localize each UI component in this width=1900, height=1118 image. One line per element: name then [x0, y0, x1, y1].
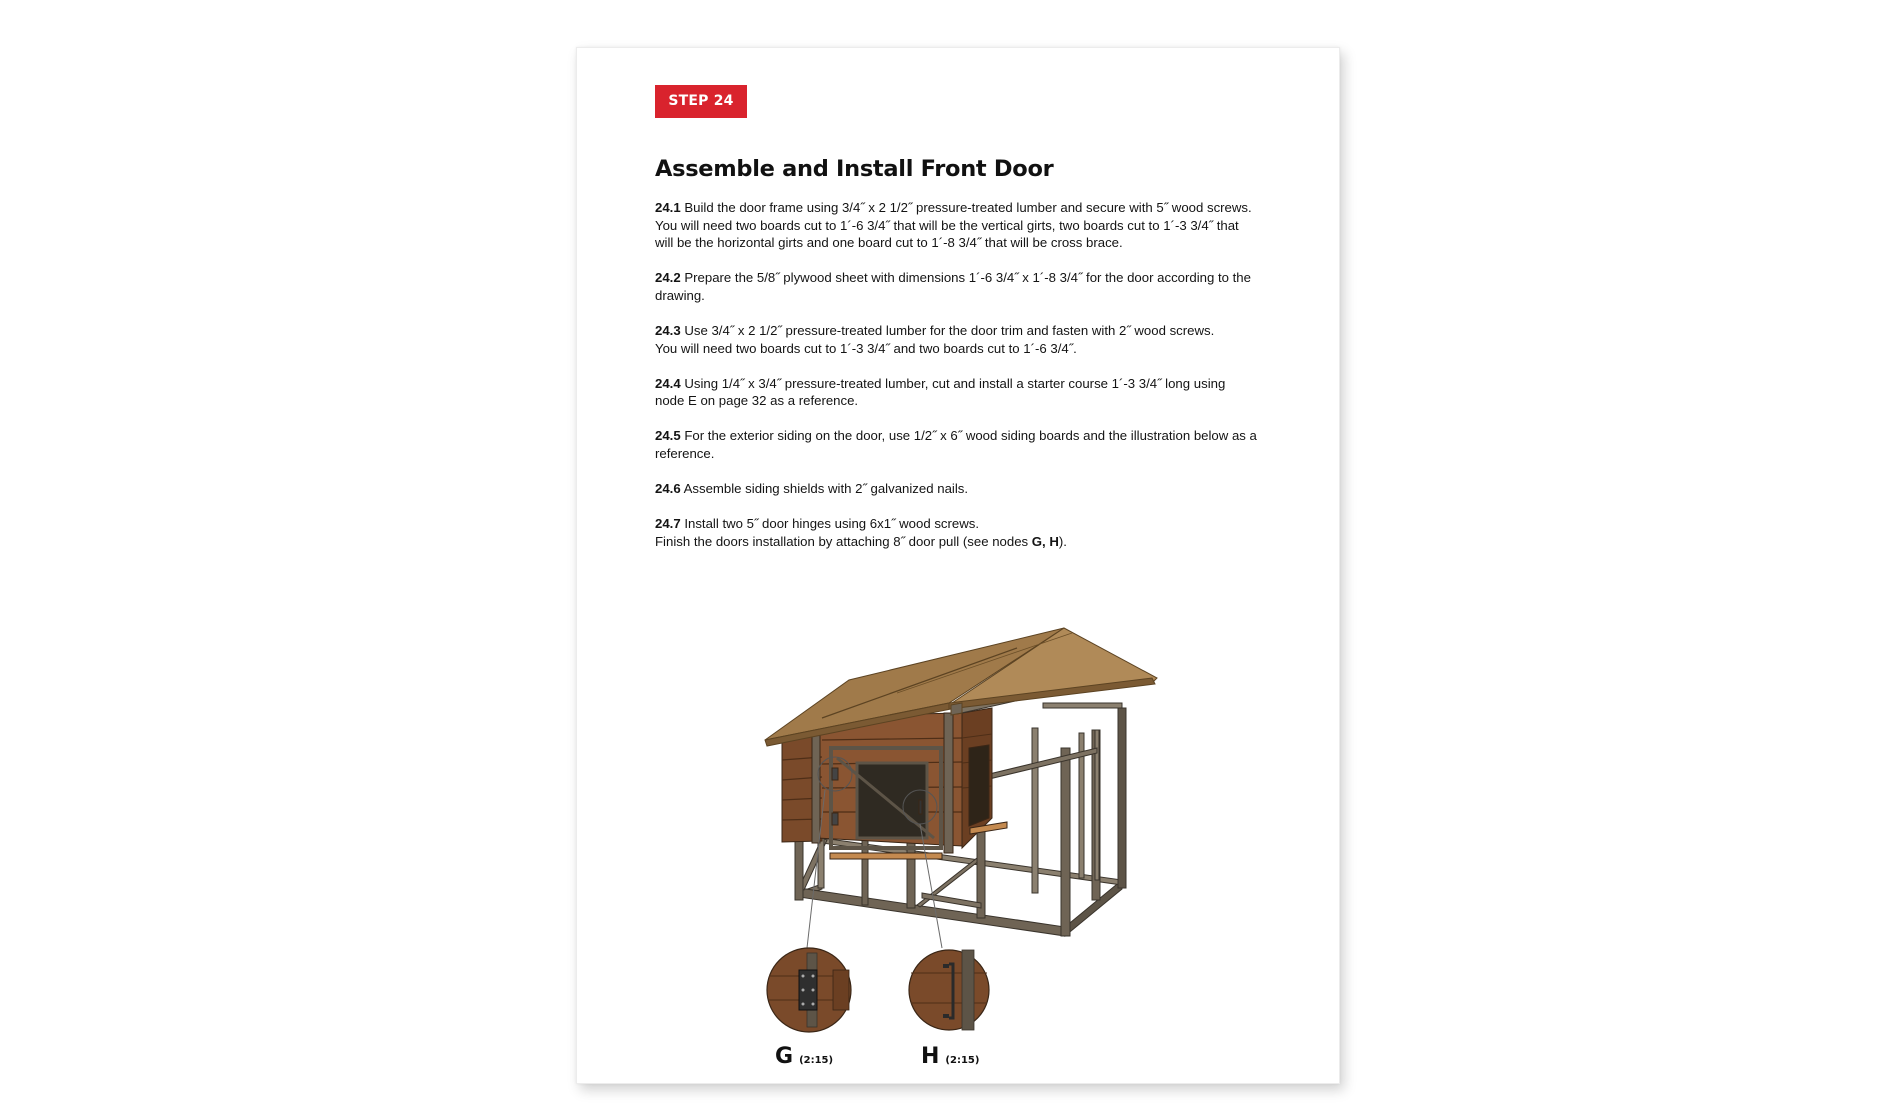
node-scale: (2:15): [945, 1055, 980, 1066]
step-number: 24.1: [655, 200, 681, 215]
step-text: You will need two boards cut to 1´-3 3/4˝ and two boards cut to 1´-6 3/4˝.: [655, 340, 1077, 356]
node-letter: G: [775, 1044, 794, 1069]
instruction-page: [576, 47, 1340, 1084]
step-text: Use 3/4˝ x 2 1/2˝ pressure-treated lumber for the door trim and fasten with 2˝ wood screws.: [684, 322, 1215, 338]
base-frame: [799, 838, 1122, 936]
step-text: drawing.: [655, 287, 705, 303]
step-24-4: [655, 375, 1295, 410]
frame-posts: [795, 708, 1126, 936]
step-number: 24.3: [655, 322, 681, 338]
step-24-7: [655, 515, 1295, 550]
step-text: node E on page 32 as a reference.: [655, 393, 859, 409]
step-text: Finish the doors installation by attaching 8˝ door pull (see nodes: [655, 533, 1032, 549]
leader-lines: [807, 790, 942, 948]
step-text: Install two 5˝ door hinges using 6x1˝ wood screws.: [684, 516, 980, 532]
step-text: You will need two boards cut to 1´-6 3/4˝ that will be the vertical girts, two boards cut to 1´-3 3/4˝ that: [655, 217, 1239, 233]
node-g-label: [775, 1044, 833, 1069]
step-24-6: [655, 480, 1295, 498]
step-text: Using 1/4˝ x 3/4˝ pressure-treated lumber, cut and install a starter course 1´-3 3/4˝ long using: [684, 375, 1226, 391]
coop-box: [782, 708, 1007, 859]
node-h-label: [921, 1044, 979, 1069]
step-24-5: [655, 427, 1295, 462]
step-text: For the exterior siding on the door, use 1/2˝ x 6˝ wood siding boards and the illustration below as a: [684, 428, 1257, 444]
step-badge: STEP 24: [655, 85, 747, 118]
run-rails: [922, 748, 1097, 908]
page-title: Assemble and Install Front Door: [655, 156, 1054, 182]
step-24-2: [655, 269, 1295, 304]
step-text: reference.: [655, 445, 715, 461]
step-24-1: [655, 199, 1295, 252]
step-text: will be the horizontal girts and one board cut to 1´-8 3/4˝ that will be cross brace.: [655, 235, 1123, 251]
node-letter: H: [921, 1044, 940, 1069]
node-g-detail: [767, 948, 851, 1032]
roof: [765, 628, 1157, 746]
step-number: 24.7: [655, 516, 681, 532]
step-number: 24.5: [655, 428, 681, 444]
node-scale: (2:15): [799, 1055, 834, 1066]
instruction-list: [655, 199, 1295, 568]
step-text: Build the door frame using 3/4˝ x 2 1/2˝ pressure-treated lumber and secure with 5˝ wood screws.: [684, 200, 1252, 215]
step-number: 24.2: [655, 270, 681, 286]
step-text: Assemble siding shields with 2˝ galvanized nails.: [683, 481, 969, 497]
step-24-3: [655, 322, 1295, 357]
node-h-detail: [909, 950, 989, 1030]
step-number: 24.6: [655, 481, 681, 497]
step-text: Prepare the 5/8˝ plywood sheet with dimensions 1´-6 3/4˝ x 1´-8 3/4˝ for the door according to the: [684, 270, 1251, 286]
run-end-frame: [957, 668, 1122, 714]
step-number: 24.4: [655, 375, 681, 391]
step-text: ).: [1058, 533, 1067, 549]
node-reference: G, H: [1031, 533, 1059, 549]
